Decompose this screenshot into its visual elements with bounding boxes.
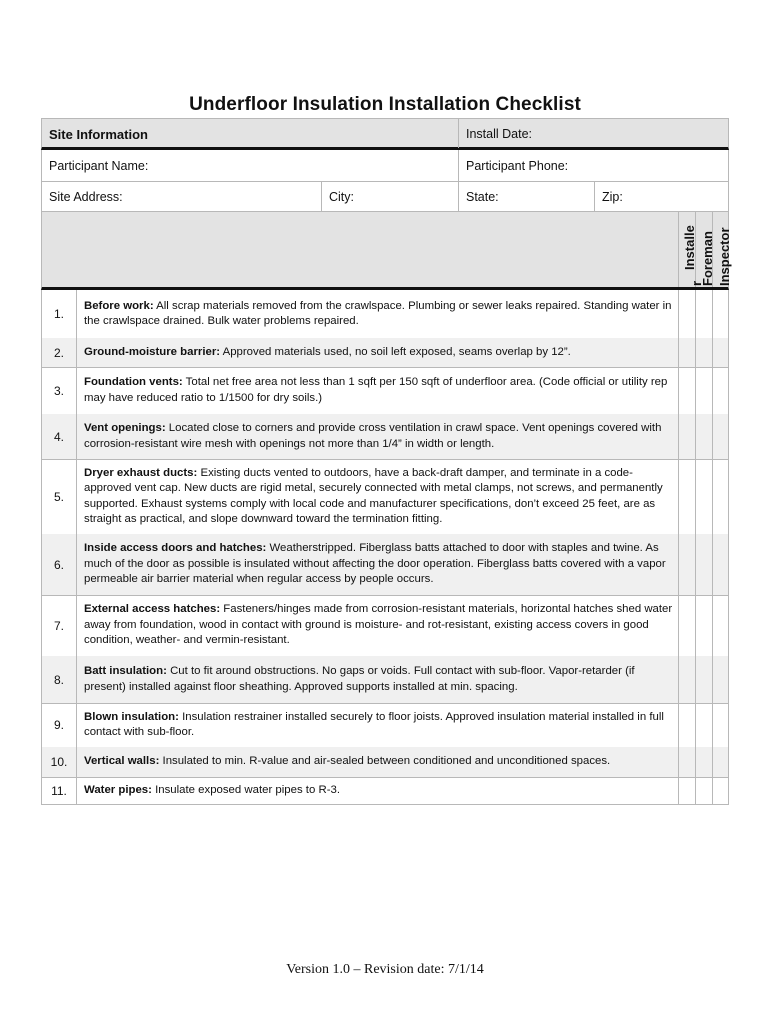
- item-label: Blown insulation: [84, 710, 176, 723]
- installer-checkbox[interactable]: [679, 657, 695, 703]
- installer-checkbox[interactable]: [679, 368, 695, 414]
- city-field[interactable]: City:: [329, 190, 354, 204]
- installer-checkbox[interactable]: [679, 596, 695, 656]
- item-label-sep: :: [155, 755, 160, 768]
- item-description: Fasteners/hinges made from corrosion-resistant materials, horizontal hatches shed water away from foundation, wood in contact with ground is moisture- and rot-resistant, existing access covers in good condition, weather- and vermin-resistant.: [84, 603, 673, 647]
- table-border: [76, 290, 77, 804]
- inspector-checkbox[interactable]: [713, 535, 729, 595]
- checklist-item-text: [84, 656, 674, 703]
- footer-version: Version 1.0 – Revision date: 7/1/14: [286, 962, 484, 977]
- install-date-field[interactable]: Install Date:: [466, 127, 533, 141]
- page-title: Underfloor Insulation Installation Checklist: [189, 94, 581, 115]
- item-description: Insulated to min. R-value and air-sealed between conditioned and unconditioned spaces.: [159, 755, 611, 768]
- foreman-checkbox[interactable]: [696, 704, 712, 747]
- checklist-item-text: [84, 459, 674, 534]
- item-label: Vertical walls: [84, 755, 156, 768]
- foreman-checkbox[interactable]: [696, 415, 712, 459]
- installer-checkbox[interactable]: [679, 748, 695, 777]
- item-description: All scrap materials removed from the crawlspace. Plumbing or sewer leaks repaired. Standing water in the crawlspace drained. Bulk water problems repaired.: [84, 299, 672, 327]
- state-field[interactable]: State:: [466, 190, 499, 204]
- installer-checkbox[interactable]: [679, 415, 695, 459]
- item-number: 2.: [53, 345, 64, 360]
- inspector-checkbox[interactable]: [713, 748, 729, 777]
- item-label-sep: :: [163, 665, 167, 677]
- installer-checkbox[interactable]: [679, 535, 695, 595]
- foreman-checkbox[interactable]: [696, 339, 712, 367]
- item-number: 10.: [50, 755, 68, 769]
- installer-checkbox[interactable]: [679, 778, 695, 804]
- checklist-item-text: [84, 703, 674, 747]
- inspector-checkbox[interactable]: [713, 415, 729, 459]
- inspector-checkbox[interactable]: [713, 657, 729, 703]
- item-label: Inside access doors and hatches: [84, 542, 263, 555]
- zip-field[interactable]: Zip:: [602, 190, 623, 204]
- item-number: 5.: [53, 489, 64, 504]
- foreman-checkbox[interactable]: [696, 291, 712, 338]
- table-border: [712, 290, 713, 804]
- item-number: 4.: [53, 429, 64, 444]
- item-label-sep: :: [262, 542, 267, 555]
- item-number: 8.: [53, 672, 64, 687]
- item-number: 7.: [53, 618, 64, 633]
- checklist-item-text: [84, 414, 674, 459]
- item-number: 9.: [53, 718, 64, 732]
- checklist-item-text: [84, 290, 674, 338]
- foreman-checkbox[interactable]: [696, 748, 712, 777]
- divider: [678, 212, 679, 287]
- item-description: Located close to corners and provide cross ventilation in crawl space. Vent openings covered with corrosion-resistant wire mesh with openings not more than 1/4” in width or length.: [84, 422, 662, 450]
- installer-checkbox[interactable]: [679, 460, 695, 534]
- checklist-item-text: [84, 534, 674, 595]
- foreman-checkbox[interactable]: [696, 535, 712, 595]
- foreman-checkbox[interactable]: [696, 657, 712, 703]
- item-description: Total net free area not less than 1 sqft per 150 sqft of underfloor area. (Code official or utility rep may have reduced ratio to 1/1500 for dry soils.): [84, 376, 668, 404]
- item-label: Water pipes:: [84, 783, 152, 796]
- inspector-checkbox[interactable]: [713, 339, 729, 367]
- item-number: 1.: [53, 307, 64, 321]
- item-label-sep: :: [175, 710, 179, 723]
- foreman-checkbox[interactable]: [696, 368, 712, 414]
- row-divider: [41, 804, 729, 805]
- item-label-sep: :: [216, 345, 221, 358]
- item-label-sep: :: [149, 299, 154, 312]
- inspector-checkbox[interactable]: [713, 704, 729, 747]
- checklist-header: [41, 212, 729, 290]
- checklist-item-text: [84, 777, 674, 804]
- item-label-sep: :: [161, 422, 166, 434]
- item-label: Batt insulation: [84, 665, 164, 677]
- foreman-checkbox[interactable]: [696, 778, 712, 804]
- site-info-heading: Site Information: [49, 126, 148, 142]
- item-label: Before work: [84, 299, 150, 312]
- item-description: Approved materials used, no soil left exposed, seams overlap by 12”.: [220, 345, 571, 358]
- participant-phone-field[interactable]: Participant Phone:: [466, 159, 569, 173]
- site-address-field[interactable]: Site Address:: [49, 190, 123, 204]
- item-number: 11.: [51, 783, 67, 798]
- inspector-checkbox[interactable]: [713, 596, 729, 656]
- inspector-checkbox[interactable]: [713, 368, 729, 414]
- item-number: 3.: [53, 383, 64, 398]
- installer-checkbox[interactable]: [679, 339, 695, 367]
- item-description: Existing ducts vented to outdoors, have a back-draft damper, and terminate in a code-approved vent cap. New ducts are rigid metal, securely connected with metal clamps, not screws, and permanently supported. Exhaust systems comply with local code and manufacturer specifications, don’t exceed 25 feet, are as straight as practical, and slope downward toward the termination fitting.: [84, 466, 663, 525]
- item-label: Dryer exhaust ducts:: [84, 466, 198, 479]
- foreman-checkbox[interactable]: [696, 596, 712, 656]
- checklist-item-text: [84, 595, 674, 656]
- item-description: Insulation restrainer installed securely to floor joists. Approved insulation material installed in full contact with sub-floor.: [84, 710, 664, 738]
- item-description: Weatherstripped. Fiberglass batts attached to door with staples and twine. As much of the door as possible is insulated without affecting the door operation. Fiberglass batts covered with a vapor permeable air barrier material when regular access by people occurs.: [84, 542, 666, 586]
- item-description: Cut to fit around obstructions. No gaps or voids. Full contact with sub-floor. Vapor-retarder (if present) installed against floor sheathing. Approved supports installed at min. spacing.: [84, 665, 635, 693]
- table-border: [728, 290, 729, 805]
- participant-name-field[interactable]: Participant Name:: [49, 159, 149, 173]
- inspector-checkbox[interactable]: [713, 291, 729, 338]
- checklist-item-text: [84, 747, 674, 777]
- item-label: External access hatches:: [84, 603, 221, 616]
- column-installer-label-a: Installe: [682, 225, 697, 270]
- installer-checkbox[interactable]: [679, 291, 695, 338]
- item-label: Foundation vents: [84, 376, 179, 388]
- inspector-checkbox[interactable]: [713, 778, 729, 804]
- installer-checkbox[interactable]: [679, 704, 695, 747]
- item-number: 6.: [53, 557, 64, 572]
- item-description: Insulate exposed water pipes to R-3.: [151, 783, 340, 796]
- item-label: Ground-moisture barrier: [84, 345, 217, 358]
- checklist-item-text: [84, 367, 674, 414]
- item-label-sep: :: [178, 376, 183, 388]
- table-border: [41, 290, 42, 805]
- checklist-item-text: [84, 338, 674, 367]
- column-installer-label-b: r: [689, 280, 704, 286]
- column-foreman-label: Foreman: [700, 231, 715, 286]
- foreman-checkbox[interactable]: [696, 460, 712, 534]
- inspector-checkbox[interactable]: [713, 460, 729, 534]
- table-border: [678, 290, 679, 804]
- column-inspector-label: Inspector: [717, 227, 732, 286]
- item-label: Vent openings: [84, 422, 162, 434]
- table-border: [695, 290, 696, 804]
